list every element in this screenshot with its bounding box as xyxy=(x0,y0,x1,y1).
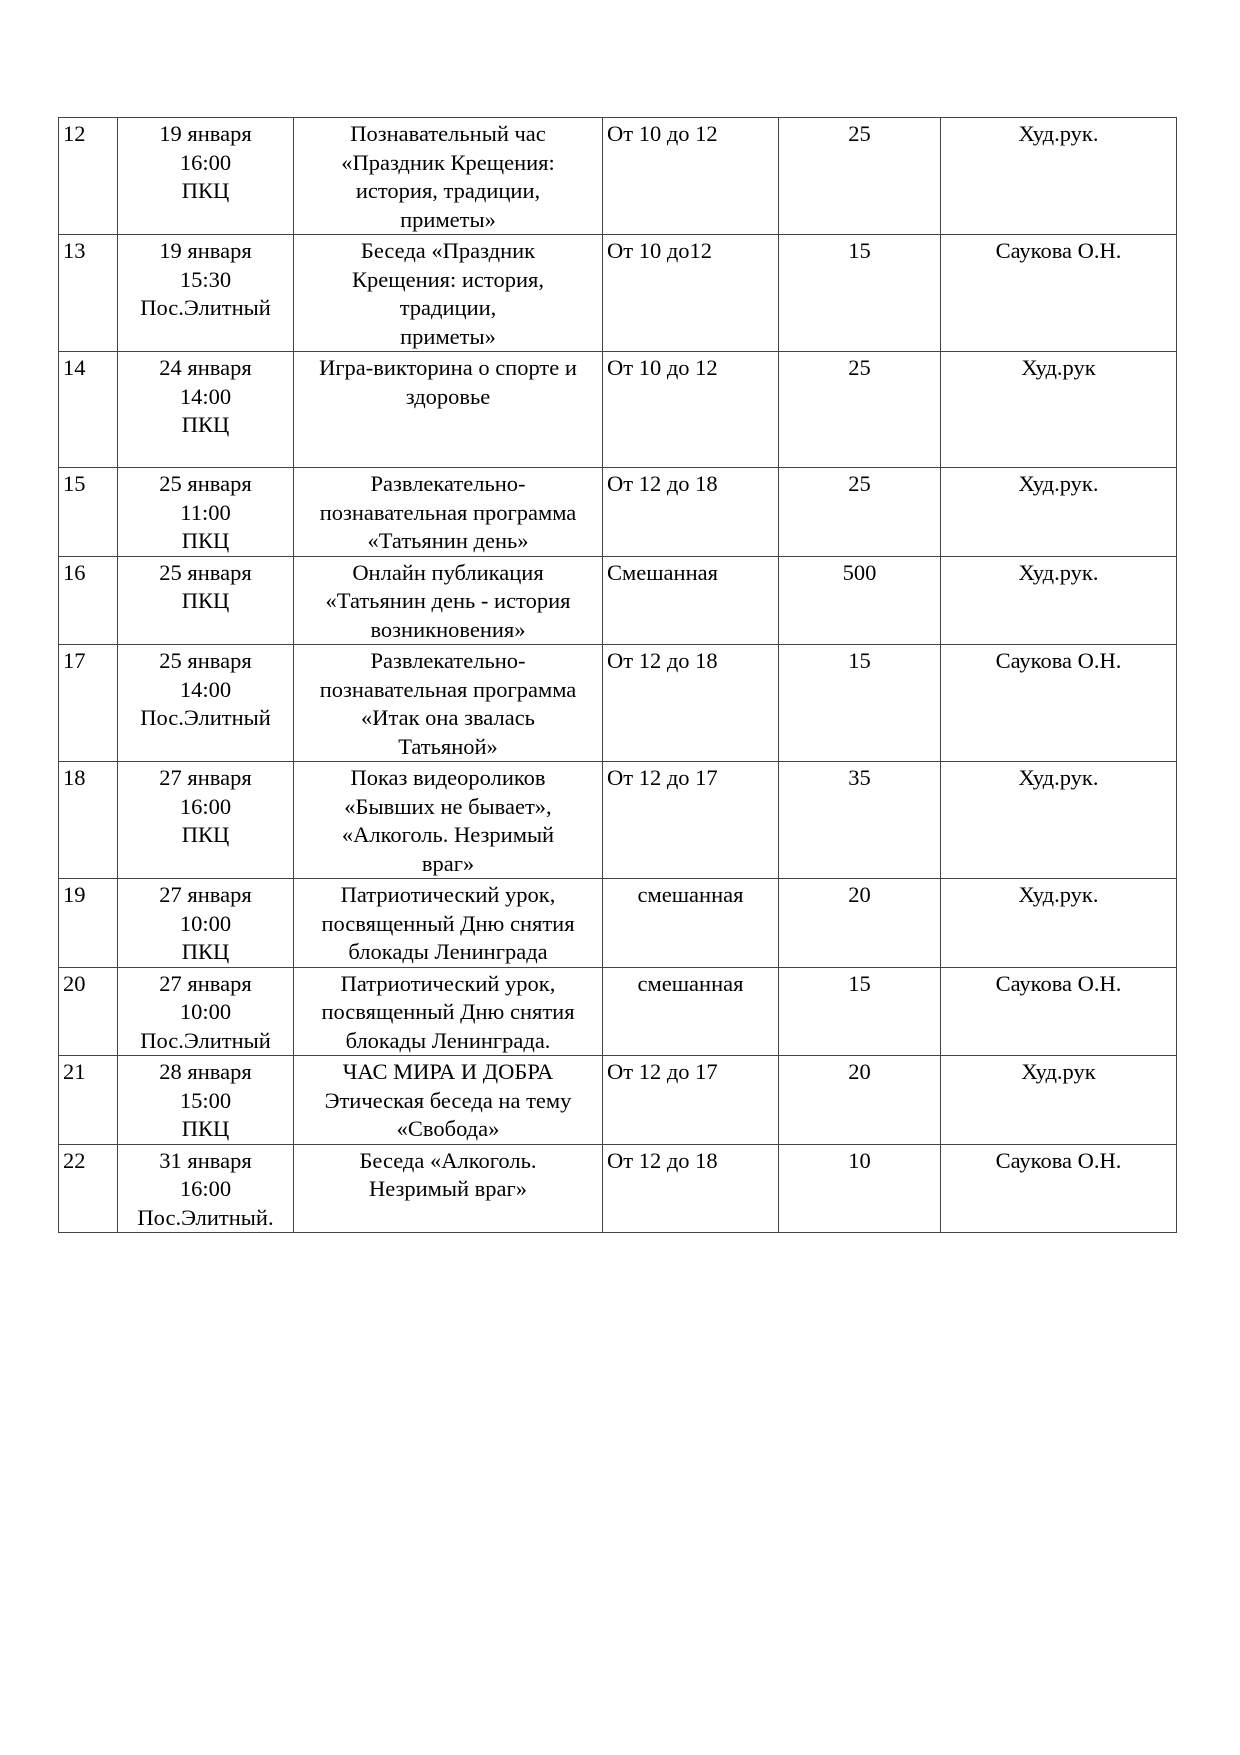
responsible-person: Худ.рук. xyxy=(941,468,1177,557)
row-number: 16 xyxy=(59,556,118,645)
event-date-place: 19 января 16:00 ПКЦ xyxy=(118,118,294,235)
event-title: Онлайн публикация «Татьянин день - история возникновения» xyxy=(294,556,603,645)
table-row xyxy=(59,879,1177,968)
event-date-place: 31 января 16:00 Пос.Элитный. xyxy=(118,1144,294,1233)
responsible-person: Худ.рук xyxy=(941,352,1177,468)
participant-count: 20 xyxy=(779,1056,941,1145)
row-number: 20 xyxy=(59,967,118,1056)
responsible-person: Худ.рук xyxy=(941,1056,1177,1145)
event-date-place: 27 января 10:00 ПКЦ xyxy=(118,879,294,968)
event-title: Патриотический урок, посвященный Дню снятия блокады Ленинграда. xyxy=(294,967,603,1056)
participant-count: 20 xyxy=(779,879,941,968)
row-number: 14 xyxy=(59,352,118,468)
participant-count: 15 xyxy=(779,235,941,352)
event-title: Беседа «Алкоголь. Незримый враг» xyxy=(294,1144,603,1233)
row-number: 21 xyxy=(59,1056,118,1145)
table-row xyxy=(59,645,1177,762)
participant-count: 35 xyxy=(779,762,941,879)
event-date-place: 25 января 11:00 ПКЦ xyxy=(118,468,294,557)
events-table xyxy=(58,117,1177,1233)
age-group: смешанная xyxy=(603,879,779,968)
responsible-person: Саукова О.Н. xyxy=(941,645,1177,762)
event-title: Игра-викторина о спорте и здоровье xyxy=(294,352,603,468)
row-number: 15 xyxy=(59,468,118,557)
event-title: ЧАС МИРА И ДОБРА Этическая беседа на тему «Свобода» xyxy=(294,1056,603,1145)
table-row xyxy=(59,468,1177,557)
responsible-person: Худ.рук. xyxy=(941,762,1177,879)
table-row xyxy=(59,118,1177,235)
row-number: 18 xyxy=(59,762,118,879)
participant-count: 15 xyxy=(779,645,941,762)
participant-count: 25 xyxy=(779,468,941,557)
row-number: 17 xyxy=(59,645,118,762)
table-row xyxy=(59,556,1177,645)
responsible-person: Худ.рук. xyxy=(941,118,1177,235)
event-date-place: 25 января ПКЦ xyxy=(118,556,294,645)
responsible-person: Худ.рук. xyxy=(941,556,1177,645)
event-date-place: 19 января 15:30 Пос.Элитный xyxy=(118,235,294,352)
responsible-person: Саукова О.Н. xyxy=(941,967,1177,1056)
table-row xyxy=(59,967,1177,1056)
event-title: Развлекательно- познавательная программа «Итак она звалась Татьяной» xyxy=(294,645,603,762)
table-row xyxy=(59,352,1177,468)
age-group: От 12 до 18 xyxy=(603,645,779,762)
participant-count: 10 xyxy=(779,1144,941,1233)
age-group: От 10 до 12 xyxy=(603,118,779,235)
responsible-person: Саукова О.Н. xyxy=(941,235,1177,352)
age-group: От 10 до12 xyxy=(603,235,779,352)
participant-count: 15 xyxy=(779,967,941,1056)
event-date-place: 25 января 14:00 Пос.Элитный xyxy=(118,645,294,762)
event-date-place: 24 января 14:00 ПКЦ xyxy=(118,352,294,468)
table-row xyxy=(59,1056,1177,1145)
row-number: 13 xyxy=(59,235,118,352)
age-group: От 12 до 18 xyxy=(603,1144,779,1233)
participant-count: 500 xyxy=(779,556,941,645)
events-table-body xyxy=(59,118,1177,1233)
age-group: Смешанная xyxy=(603,556,779,645)
table-row xyxy=(59,762,1177,879)
event-title: Познавательный час «Праздник Крещения: история, традиции, приметы» xyxy=(294,118,603,235)
table-row xyxy=(59,1144,1177,1233)
table-row xyxy=(59,235,1177,352)
responsible-person: Саукова О.Н. xyxy=(941,1144,1177,1233)
age-group: От 10 до 12 xyxy=(603,352,779,468)
event-date-place: 27 января 16:00 ПКЦ xyxy=(118,762,294,879)
age-group: От 12 до 17 xyxy=(603,762,779,879)
row-number: 22 xyxy=(59,1144,118,1233)
event-title: Показ видеороликов «Бывших не бывает», «Алкоголь. Незримый враг» xyxy=(294,762,603,879)
event-title: Развлекательно- познавательная программа «Татьянин день» xyxy=(294,468,603,557)
age-group: От 12 до 17 xyxy=(603,1056,779,1145)
event-date-place: 28 января 15:00 ПКЦ xyxy=(118,1056,294,1145)
responsible-person: Худ.рук. xyxy=(941,879,1177,968)
event-date-place: 27 января 10:00 Пос.Элитный xyxy=(118,967,294,1056)
event-title: Патриотический урок, посвященный Дню снятия блокады Ленинграда xyxy=(294,879,603,968)
age-group: смешанная xyxy=(603,967,779,1056)
age-group: От 12 до 18 xyxy=(603,468,779,557)
event-title: Беседа «Праздник Крещения: история, традиции, приметы» xyxy=(294,235,603,352)
row-number: 19 xyxy=(59,879,118,968)
participant-count: 25 xyxy=(779,118,941,235)
row-number: 12 xyxy=(59,118,118,235)
participant-count: 25 xyxy=(779,352,941,468)
